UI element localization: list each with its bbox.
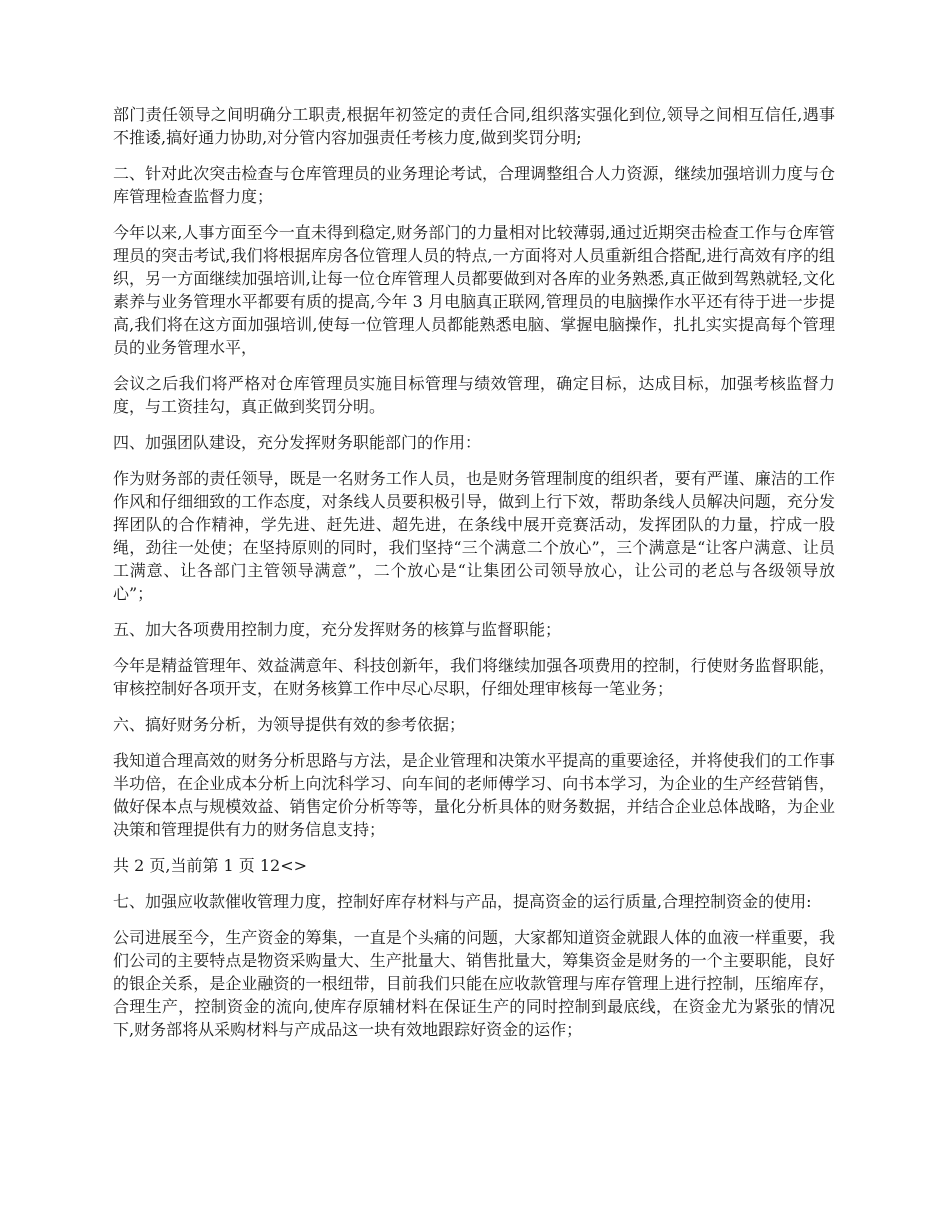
paragraph-team-building: 作为财务部的责任领导，既是一名财务工作人员，也是财务管理制度的组织者，要有严谨、廉洁的工作作风和仔细细致的工作态度，对条线人员要积极引导，做到上行下效，帮助条线人员解决问题，充分发挥团队的合作精神，学先进、赶先进、超先进，在条线中展开竞赛活动，发挥团队的力量，拧成一股绳，劲往一处使；在坚持原则的同时，我们坚持“三个满意二个放心”，三个满意是“让客户满意、让员工满意、让各部门主管领导满意”，二个放心是“让集团公司领导放心，让公司的老总与各级领导放心”； bbox=[113, 469, 835, 603]
heading-section-4: 四、加强团队建设，充分发挥财务职能部门的作用： bbox=[113, 433, 482, 452]
heading-section-6: 六、搞好财务分析，为领导提供有效的参考依据； bbox=[113, 715, 466, 734]
heading-section-5: 五、加大各项费用控制力度，充分发挥财务的核算与监督职能； bbox=[113, 620, 562, 639]
document-body bbox=[113, 103, 835, 1054]
heading-section-7: 七、加强应收款催收管理力度，控制好库存材料与产品，提高资金的运行质量,合理控制资金的使用: bbox=[113, 892, 812, 911]
paragraph-financial-analysis: 我知道合理高效的财务分析思路与方法，是企业管理和决策水平提高的重要途径，并将使我们的工作事半功倍，在企业成本分析上向沈科学习、向车间的老师傅学习、向书本学习，为企业的生产经营销售，做好保本点与规模效益、销售定价分析等等，量化分析具体的财务数据，并结合企业总体战略，为企业决策和管理提供有力的财务信息支持； bbox=[113, 751, 835, 839]
paragraph-responsibility: 部门责任领导之间明确分工职责,根据年初签定的责任合同,组织落实强化到位,领导之间相互信任,遇事不推诿,搞好通力协助,对分管内容加强责任考核力度,做到奖罚分明; bbox=[113, 105, 835, 147]
paragraph-staffing: 今年以来,人事方面至今一直未得到稳定,财务部门的力量相对比较薄弱,通过近期突击检查工作与仓库管理员的突击考试,我们将根据库房各位管理人员的特点,一方面将对人员重新组合搭配,进行高效有序的组织，另一方面继续加强培训,让每一位仓库管理人员都要做到对各库的业务熟悉,真正做到驾熟就轻,文化素养与业务管理水平都要有质的提高,今年 3 月电脑真正联网,管理员的电脑操作水平还有待于进一步提高,我们将在这方面加强培训,使每一位管理人员都能熟悉电脑、掌握电脑操作，扎扎实实提高每个管理员的业务管理水平， bbox=[113, 223, 835, 357]
heading-section-2: 二、针对此次突击检查与仓库管理员的业务理论考试，合理调整组合人力资源，继续加强培训力度与仓库管理检查监督力度； bbox=[113, 164, 835, 206]
page-indicator: 共 2 页,当前第 1 页 12<> bbox=[113, 856, 308, 875]
paragraph-funding: 公司进展至今，生产资金的筹集，一直是个头痛的问题，大家都知道资金就跟人体的血液一样重要，我们公司的主要特点是物资采购量大、生产批量大、销售批量大，筹集资金是财务的一个主要职能，良好的银企关系，是企业融资的一根纽带，目前我们只能在应收款管理与库存管理上进行控制，压缩库存，合理生产，控制资金的流向,使库存原辅材料在保证生产的同时控制到最底线，在资金尤为紧张的情况下,财务部将从采购材料与产成品这一块有效地跟踪好资金的运作； bbox=[113, 928, 835, 1039]
paragraph-target-management: 会议之后我们将严格对仓库管理员实施目标管理与绩效管理，确定目标，达成目标，加强考核监督力度，与工资挂勾，真正做到奖罚分明。 bbox=[113, 374, 835, 416]
paragraph-cost-control: 今年是精益管理年、效益满意年、科技创新年，我们将继续加强各项费用的控制，行使财务监督职能，审核控制好各项开支，在财务核算工作中尽心尽职，仔细处理审核每一笔业务； bbox=[113, 656, 835, 698]
